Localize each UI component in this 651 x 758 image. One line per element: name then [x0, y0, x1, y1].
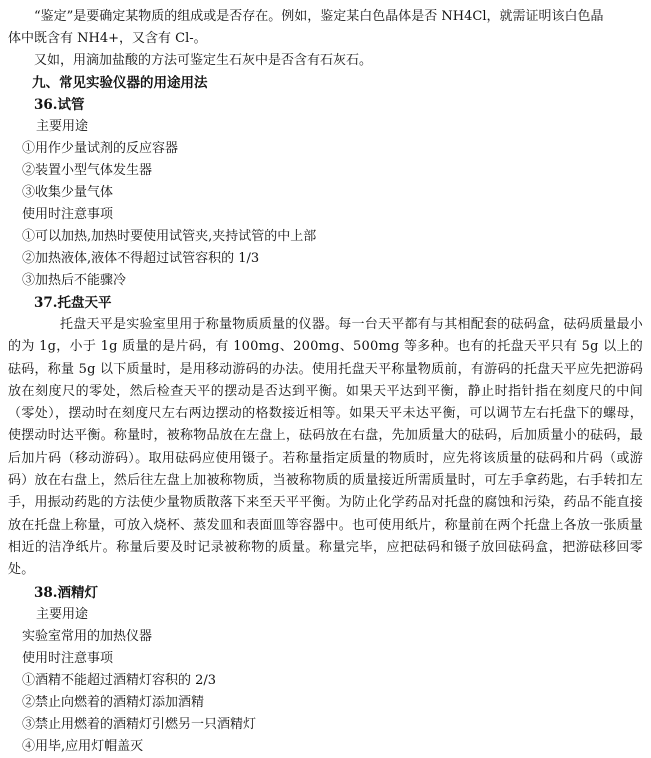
item-36-notes-label: 使用时注意事项	[22, 207, 114, 222]
item-36-usage-2: ②装置小型气体发生器	[22, 163, 153, 178]
item-36-note-1: ①可以加热,加热时要使用试管夹,夹持试管的中上部	[22, 229, 317, 244]
item-37-heading: 37.托盘天平	[34, 295, 112, 311]
item-38-heading: 38.酒精灯	[34, 584, 98, 601]
item-36-usage-1: ①用作少量试剂的反应容器	[22, 141, 179, 156]
item-38-note-3: ③禁止用燃着的酒精灯引燃另一只酒精灯	[22, 716, 257, 732]
item-36-heading: 36.试管	[34, 97, 85, 113]
intro-line-2: 体中既含有 NH4+，又含有 Cl-。	[8, 31, 207, 46]
section-9-heading: 九、常见实验仪器的用途用法	[32, 75, 208, 91]
item-36-usage-3: ③收集少量气体	[22, 185, 114, 200]
item-36-note-3: ③加热后不能骤冷	[22, 273, 127, 288]
item-36-usage-label: 主要用途	[36, 119, 89, 134]
item-38-note-4: ④用毕,应用灯帽盖灭	[22, 738, 144, 754]
item-38-note-2: ②禁止向燃着的酒精灯添加酒精	[22, 694, 205, 710]
intro-line-1: “鉴定”是要确定某物质的组成或是否存在。例如，鉴定某白色晶体是否 NH4Cl，就需证明该白色晶	[34, 9, 604, 24]
item-38-notes-label: 使用时注意事项	[22, 650, 114, 666]
item-37-paragraph-text: 托盘天平是实验室里用于称量物质质量的仪器。每一台天平都有与其相配套的砝码盒，砝码质量最小的为 1g，小于 1g 质量的是片码，有 100mg、200mg、500mg 等多种。也有的托盘天平只有 5g 以上的砝码，称量 5g 以下质量时，是用移动游码的办法。使用托盘天平称量物质前，有游码的托盘天平应先把游码放在刻度尺的零处，然后检查天平的摆动是否达到平衡。如果天平达到平衡，静止时指针指在刻度尺的中间（零处），摆动时在刻度尺左右两边摆动的格数接近相等。如果天平未达平衡，可以调节左右托盘下的螺母，使摆动时达平衡。称量时，被称物品放在左盘上，砝码放在右盘，先加质量大的砝码，后加质量小的砝码，最后加片码（移动游码）。取用砝码应使用镊子。若称量指定质量的物质时，应先将该质量的砝码和片码（或游码）放在右盘上，然后往左盘上加被称物质，当被称物质的质量接近所需质量时，可左手拿药匙，右手转扣左手，用振动药匙的方法使少量物质散落下来至天平平衡。为防止化学药品对托盘的腐蚀和污染，药品不能直接放在托盘上称量，可放入烧杯、蒸发皿和表面皿等容器中。也可使用纸片，称量前在两个托盘上各放一张质量相近的洁净纸片。称量后要及时记录被称物的质量。称量完毕，应把砝码和镊子放回砝码盒，把游砝移回零处。	[8, 317, 643, 578]
item-38-note-1: ①酒精不能超过酒精灯容积的 2/3	[22, 672, 217, 688]
item-36-note-2: ②加热液体,液体不得超过试管容积的 1/3	[22, 251, 260, 266]
item-38-usage-text: 实验室常用的加热仪器	[22, 628, 153, 644]
item-37-paragraph	[8, 314, 643, 582]
intro-line-3: 又如，用滴加盐酸的方法可鉴定生石灰中是否含有石灰石。	[34, 53, 373, 68]
item-38-usage-label: 主要用途	[36, 606, 89, 622]
